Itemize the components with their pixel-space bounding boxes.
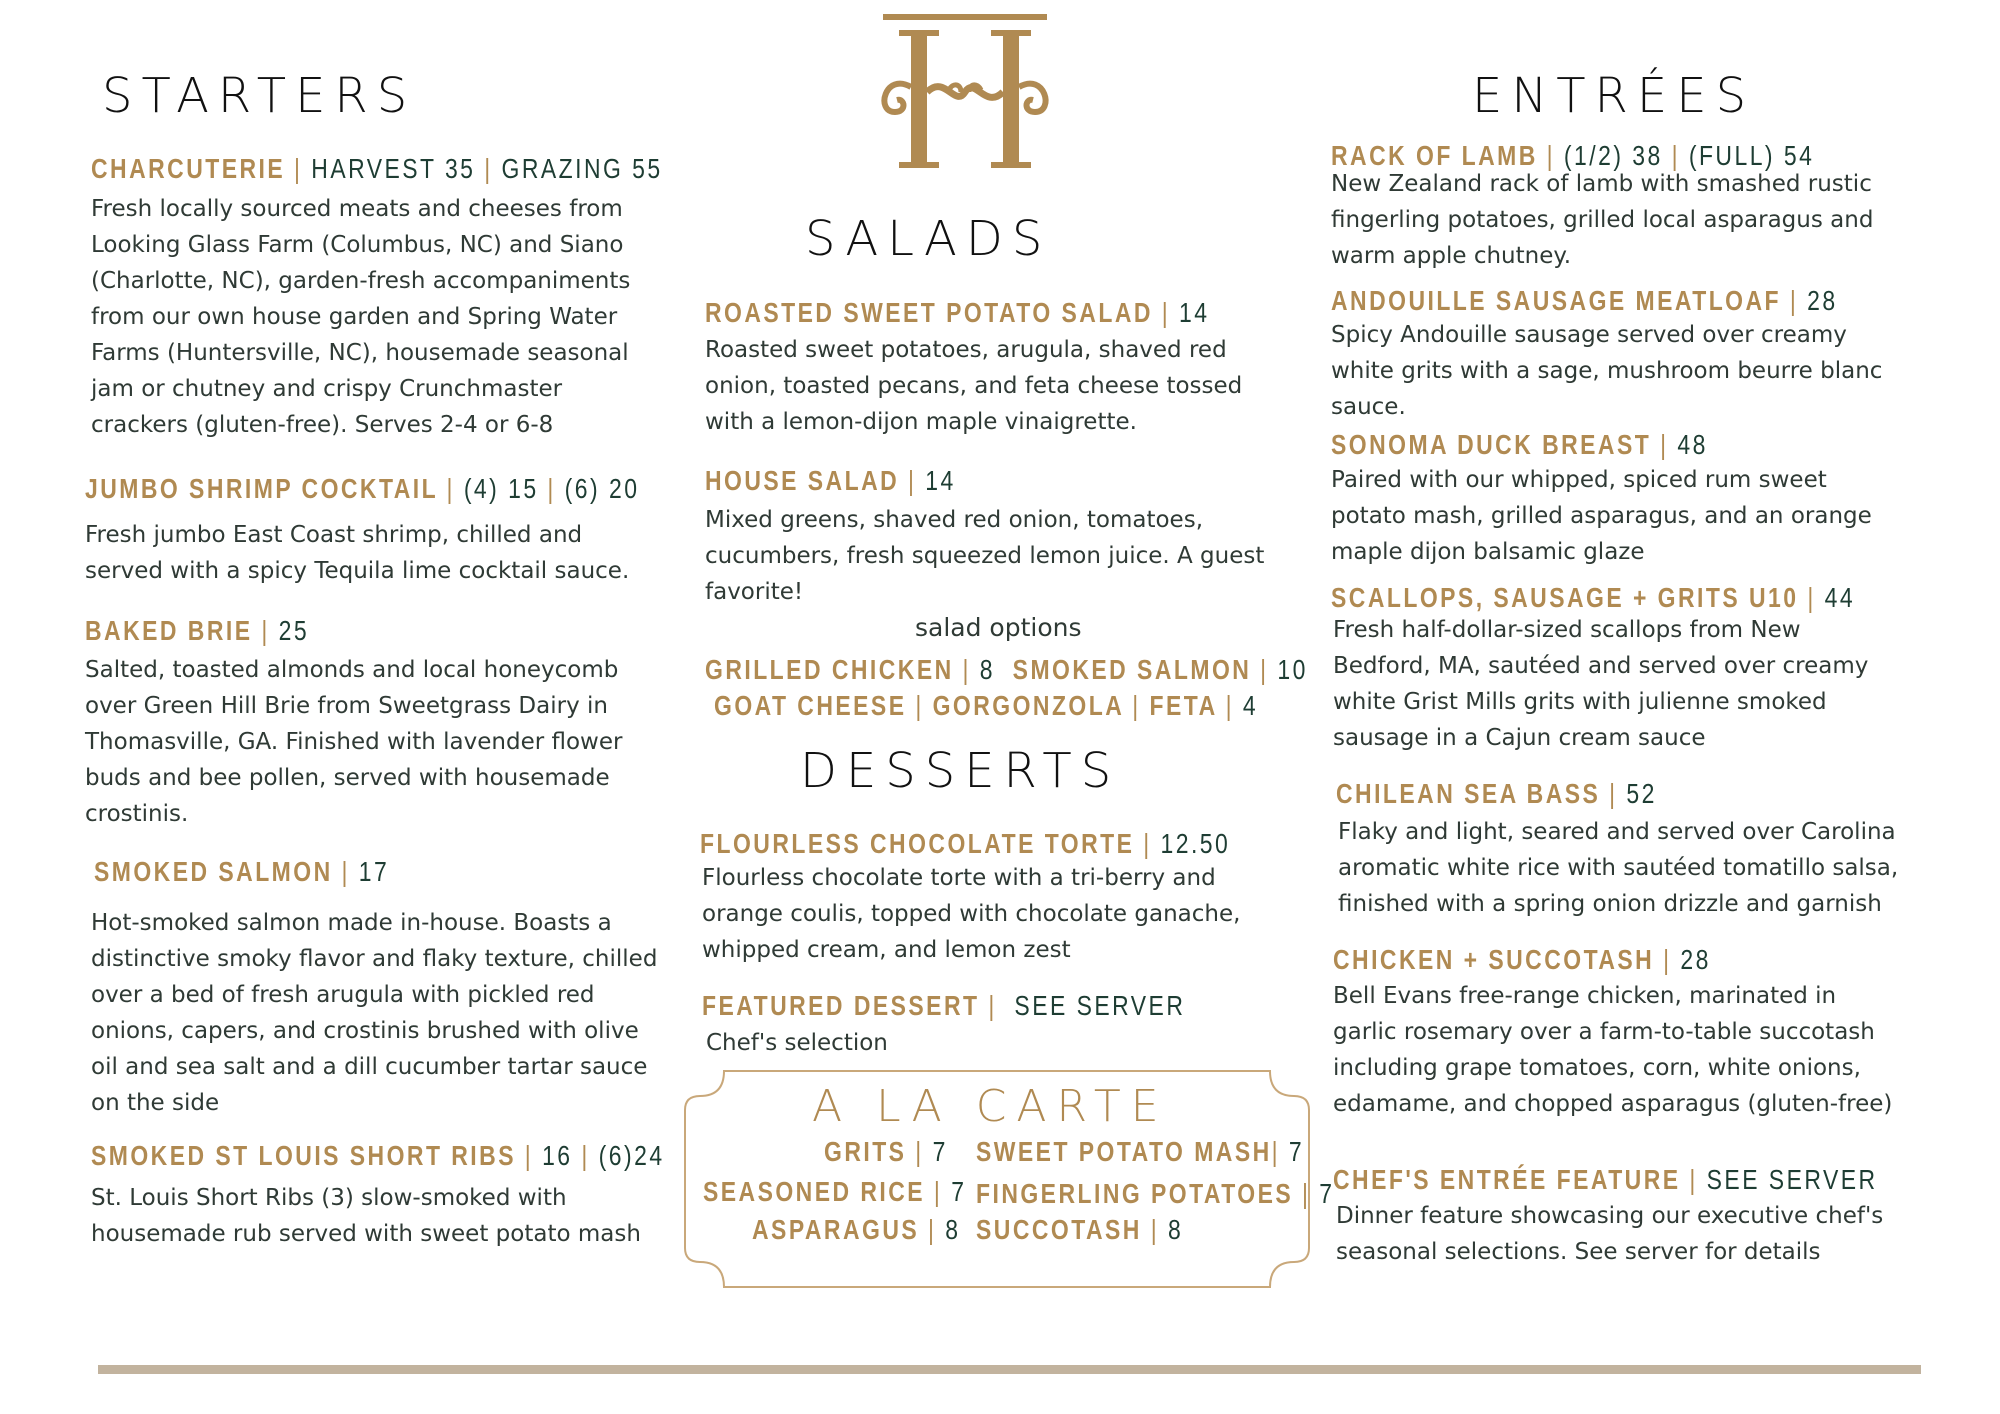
meatloaf-description: Spicy Andouille sausage served over creamy white grits with a sage, mushroom beurre blanc sauce. xyxy=(1331,322,1883,420)
sweet-potato-salad-title: ROASTED SWEET POTATO SALAD | 14 xyxy=(705,297,1210,328)
chefs-entree-feature-description: Dinner feature showcasing our executive chef's seasonal selections. See server for details xyxy=(1336,1203,1884,1265)
baked-brie-description: Salted, toasted almonds and local honeycomb over Green Hill Brie from Sweetgrass Dairy in Thomasville, GA. Finished with lavender flower buds and bee pollen, served with housemade crostinis. xyxy=(85,657,623,827)
carte-asparagus: ASPARAGUS | 8 xyxy=(752,1214,961,1245)
sweet-potato-salad-description: Roasted sweet potatoes, arugula, shaved red onion, toasted pecans, and feta cheese tossed with a lemon-dijon maple vinaigrette. xyxy=(705,337,1243,435)
item-price: HARVEST 35 xyxy=(311,153,476,184)
h-monogram-logo-icon xyxy=(865,12,1065,172)
starters-heading: STARTERS xyxy=(102,68,417,124)
house-salad-title: HOUSE SALAD | 14 xyxy=(705,465,956,496)
desserts-heading: DESSERTS xyxy=(800,743,1121,799)
house-salad-description: Mixed greens, shaved red onion, tomatoes, cucumbers, fresh squeezed lemon juice. A guest favorite! xyxy=(705,507,1265,605)
entrees-heading: ENTRÉES xyxy=(1472,68,1756,124)
salad-options-row-1: GRILLED CHICKEN | 8 SMOKED SALMON | 10 xyxy=(705,654,1308,685)
shrimp-cocktail-description: Fresh jumbo East Coast shrimp, chilled and served with a spicy Tequila lime cocktail sauce. xyxy=(85,522,630,584)
rack-of-lamb-description: New Zealand rack of lamb with smashed rustic fingerling potatoes, grilled local asparagus and warm apple chutney. xyxy=(1331,171,1874,269)
chicken-succotash-description: Bell Evans free-range chicken, marinated in garlic rosemary over a farm-to-table succotash including grape tomatoes, corn, white onions, edamame, and chopped asparagus (gluten-free) xyxy=(1333,983,1893,1117)
chocolate-torte-title: FLOURLESS CHOCOLATE TORTE | 12.50 xyxy=(700,828,1231,859)
scallops-description: Fresh half-dollar-sized scallops from New Bedford, MA, sautéed and served over creamy white Grist Mills grits with julienne smoked sausage in a Cajun cream sauce xyxy=(1333,617,1869,751)
sea-bass-description: Flaky and light, seared and served over Carolina aromatic white rice with sautéed tomatillo salsa, finished with a spring onion drizzle and garnish xyxy=(1338,819,1899,917)
item-price-2: GRAZING 55 xyxy=(501,153,663,184)
bottom-divider xyxy=(98,1365,1921,1374)
charcuterie-title: CHARCUTERIE | HARVEST 35 | GRAZING 55 xyxy=(91,153,663,184)
duck-breast-title: SONOMA DUCK BREAST | 48 xyxy=(1331,429,1708,460)
charcuterie-description: Fresh locally sourced meats and cheeses from Looking Glass Farm (Columbus, NC) and Siano (Charlotte, NC), garden-fresh accompaniments from our own house garden and Spring Water Farms (Huntersville, NC), housemade seasonal jam or chutney and crispy Crunchmaster crackers (gluten-free). Serves 2-4 or 6-8 xyxy=(91,196,631,438)
featured-dessert-description: Chef's selection xyxy=(706,1030,888,1056)
item-name: CHARCUTERIE xyxy=(91,153,286,184)
salads-heading: SALADS xyxy=(805,211,1052,267)
meatloaf-title: ANDOUILLE SAUSAGE MEATLOAF | 28 xyxy=(1331,285,1838,316)
short-ribs-title: SMOKED ST LOUIS SHORT RIBS | 16 | (6)24 xyxy=(91,1140,665,1171)
scallops-title: SCALLOPS, SAUSAGE + GRITS U10 | 44 xyxy=(1331,582,1856,613)
chicken-succotash-title: CHICKEN + SUCCOTASH | 28 xyxy=(1333,944,1711,975)
carte-succotash: SUCCOTASH | 8 xyxy=(976,1214,1184,1245)
salad-options-label: salad options xyxy=(915,613,1082,642)
chefs-entree-feature-title: CHEF'S ENTRÉE FEATURE | SEE SERVER xyxy=(1333,1164,1878,1195)
shrimp-cocktail-title: JUMBO SHRIMP COCKTAIL | (4) 15 | (6) 20 xyxy=(85,473,640,504)
rack-of-lamb-title: RACK OF LAMB | (1/2) 38 | (FULL) 54 xyxy=(1331,140,1815,171)
carte-seasoned-rice: SEASONED RICE | 7 xyxy=(703,1176,967,1207)
salad-options-row-2: GOAT CHEESE | GORGONZOLA | FETA | 4 xyxy=(714,690,1259,721)
smoked-salmon-title: SMOKED SALMON | 17 xyxy=(94,856,390,887)
smoked-salmon-description: Hot-smoked salmon made in-house. Boasts a distinctive smoky flavor and flaky texture, chilled over a bed of fresh arugula with pickled red onions, capers, and crostinis brushed with olive oil and sea salt and a dill cucumber tartar sauce on the side xyxy=(91,910,658,1116)
carte-fingerling-potatoes: FINGERLING POTATOES | 7 xyxy=(976,1178,1335,1209)
baked-brie-title: BAKED BRIE | 25 xyxy=(85,615,310,646)
chocolate-torte-description: Flourless chocolate torte with a tri-berry and orange coulis, topped with chocolate ganache, whipped cream, and lemon zest xyxy=(702,865,1241,963)
sea-bass-title: CHILEAN SEA BASS | 52 xyxy=(1336,778,1657,809)
short-ribs-description: St. Louis Short Ribs (3) slow-smoked with housemade rub served with sweet potato mash xyxy=(91,1185,641,1247)
duck-breast-description: Paired with our whipped, spiced rum sweet potato mash, grilled asparagus, and an orange maple dijon balsamic glaze xyxy=(1331,467,1872,565)
carte-grits: GRITS | 7 xyxy=(824,1136,948,1167)
featured-dessert-title: FEATURED DESSERT | SEE SERVER xyxy=(702,990,1186,1021)
carte-sweet-potato-mash: SWEET POTATO MASH| 7 xyxy=(976,1136,1305,1167)
a-la-carte-heading: A LA CARTE xyxy=(812,1081,1169,1132)
